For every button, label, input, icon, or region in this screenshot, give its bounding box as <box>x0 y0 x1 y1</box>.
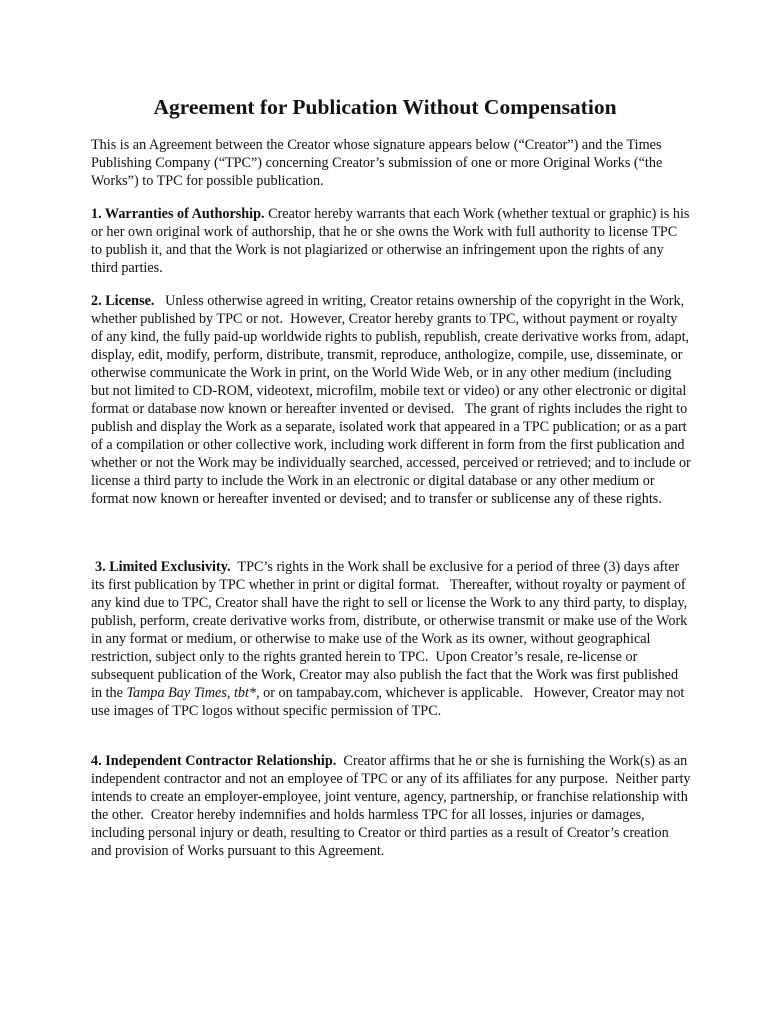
section-text-limited-exclusivity-part1: TPC’s rights in the Work shall be exclusive for a period of three (3) days after its first publication by TPC whether in print or digital format. Thereafter, without royalty or payment of any kind due to TPC, Creator shall have the right to sell or license the Work to any third party, to display, publish, perform, create derivative works from, distribute, or otherwise transmit or make use of the Work in any format or medium, or otherwise to make use of the Work as its owner, without geographical restriction, subject only to the rights granted herein to TPC. Upon Creator’s resale, re-license or subsequent publication of the Work, Creator may also publish the fact that the Work was first published in the <box>91 559 691 701</box>
publication-name-tbt: tbt* <box>233 685 257 701</box>
section-heading-license: 2. License. <box>91 293 155 309</box>
section-text-independent-contractor: Creator affirms that he or she is furnishing the Work(s) as an independent contractor and not an employee of TPC or any of its affiliates for any purpose. Neither party intends to create an employer-employee, joint venture, agency, partnership, or franchise relationship with the other. Creator hereby indemnifies and holds harmless TPC for all losses, injuries or damages, including personal injury or death, resulting to Creator or third parties as a result of Creator’s creation and provision of Works pursuant to this Agreement. <box>91 753 695 859</box>
section-text-license: Unless otherwise agreed in writing, Creator retains ownership of the copyright in the Work, whether published by TPC or not. However, Creator hereby grants to TPC, without payment or royalty of any kind, the fully paid-up worldwide rights to publish, republish, create derivative works from, adapt, display, edit, modify, perform, distribute, transmit, reproduce, anthologize, compile, use, disseminate, or otherwise communicate the Work in print, on the World Wide Web, or in any other medium (including but not limited to CD-ROM, videotext, microfilm, mobile text or video) or any other electronic or digital format or database now known or hereafter invented or devised. The grant of rights includes the right to publish and display the Work as a separate, isolated work that appeared in a TPC publication; or as a part of a compilation or other collective work, including work different in form from the first publication and whether or not the Work may be individually searched, accessed, perceived or retrieved; and to include or license a third party to include the Work in an electronic or digital database or any other medium or format now known or hereafter invented or devised; and to transfer or sublicense any of these rights. <box>91 293 695 507</box>
section-text-limited-exclusivity-part2: , <box>226 685 234 701</box>
section-heading-warranties: 1. Warranties of Authorship. <box>91 206 265 222</box>
publication-name-tampa-bay-times: Tampa Bay Times <box>126 685 227 701</box>
section-limited-exclusivity <box>91 558 691 720</box>
section-text-warranties: Creator hereby warrants that each Work (whether textual or graphic) is his or her own original work of authorship, that he or she owns the Work with full authority to license TPC to publish it, and that the Work is not plagiarized or otherwise an infringement upon the rights of any third parties. <box>91 206 693 276</box>
section-heading-independent-contractor: 4. Independent Contractor Relationship. <box>91 753 337 769</box>
intro-paragraph: This is an Agreement between the Creator whose signature appears below (“Creator”) and the Times Publishing Company (“TPC”) concerning Creator’s submission of one or more Original Works (“the Works”) to TPC for possible publication. <box>91 137 663 189</box>
section-independent-contractor <box>91 752 695 860</box>
section-text-limited-exclusivity-part3: , or on tampabay.com, whichever is applicable. However, Creator may not use images of TPC logos without specific permission of TPC. <box>91 685 688 719</box>
section-license <box>91 292 695 508</box>
document-title: Agreement for Publication Without Compensation <box>153 95 617 119</box>
section-warranties <box>91 205 691 277</box>
section-heading-limited-exclusivity: 3. Limited Exclusivity. <box>95 559 231 575</box>
